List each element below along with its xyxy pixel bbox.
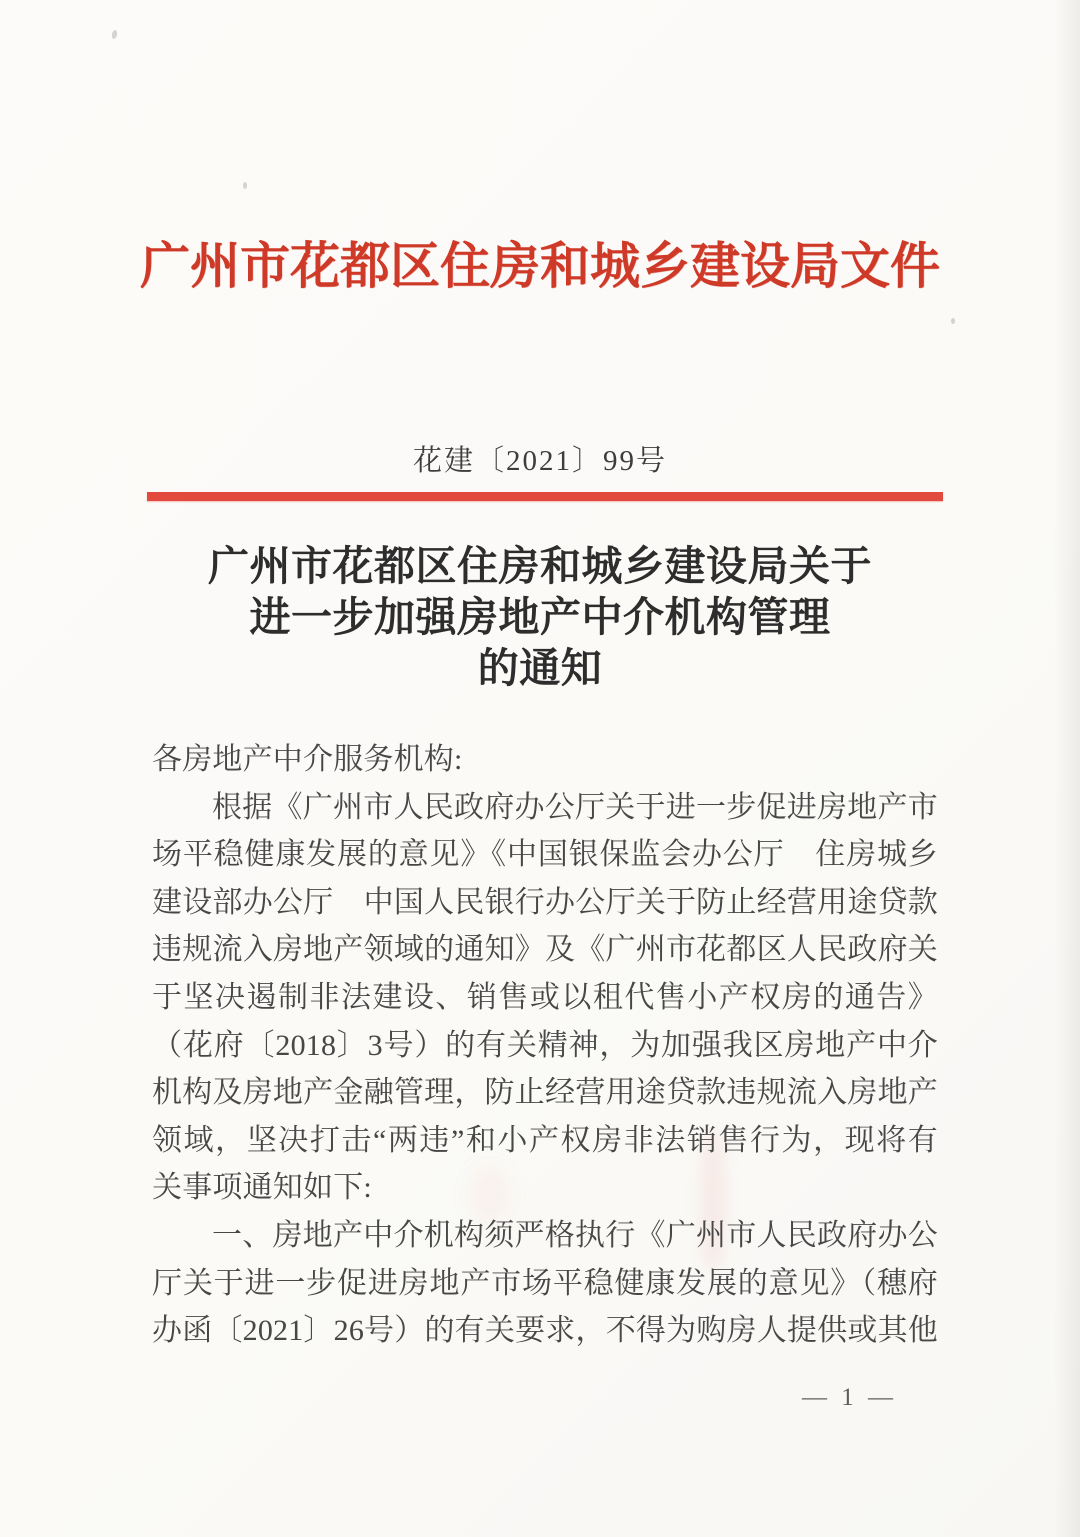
body-line: 于坚决遏制非法建设、销售或以租代售小产权房的通告》 bbox=[152, 980, 938, 1014]
body-line: 根据《广州市人民政府办公厅关于进一步促进房地产市 bbox=[212, 790, 938, 824]
document-title-line: 广州市花都区住房和城乡建设局关于 bbox=[208, 543, 872, 589]
body-line: 办函〔2021〕26号）的有关要求，不得为购房人提供或其他 bbox=[152, 1314, 938, 1348]
body-line: 场平稳健康发展的意见》《中国银保监会办公厅 住房城乡 bbox=[152, 838, 938, 872]
document-title bbox=[0, 541, 1080, 694]
scan-speck bbox=[111, 30, 118, 40]
body-line: 一、房地产中介机构须严格执行《广州市人民政府办公 bbox=[212, 1218, 938, 1252]
document-number: 花建〔2021〕99号 bbox=[412, 445, 667, 477]
document-body bbox=[152, 736, 938, 1355]
body-line: 建设部办公厅 中国人民银行办公厅关于防止经营用途贷款 bbox=[152, 885, 938, 919]
body-line: 厅关于进一步促进房地产市场平稳健康发展的意见》（穗府 bbox=[152, 1266, 938, 1300]
scan-speck bbox=[951, 318, 955, 324]
body-line: 关事项通知如下: bbox=[152, 1171, 372, 1205]
body-line: 违规流入房地产领域的通知》及《广州市花都区人民政府关 bbox=[152, 933, 938, 967]
body-line: （花府〔2018〕3号）的有关精神，为加强我区房地产中介 bbox=[152, 1028, 938, 1062]
agency-red-header: 广州市花都区住房和城乡建设局文件 bbox=[140, 238, 940, 294]
red-divider-rule bbox=[147, 492, 943, 501]
page-number: — 1 — bbox=[802, 1384, 897, 1411]
body-line: 领域，坚决打击“两违”和小产权房非法销售行为，现将有 bbox=[152, 1123, 938, 1157]
scan-speck bbox=[243, 182, 247, 189]
salutation-line: 各房地产中介服务机构: bbox=[152, 743, 463, 776]
body-line: 机构及房地产金融管理，防止经营用途贷款违规流入房地产 bbox=[152, 1076, 938, 1110]
document-title-line: 进一步加强房地产中介机构管理 bbox=[249, 594, 831, 640]
document-title-line: 的通知 bbox=[477, 645, 603, 691]
